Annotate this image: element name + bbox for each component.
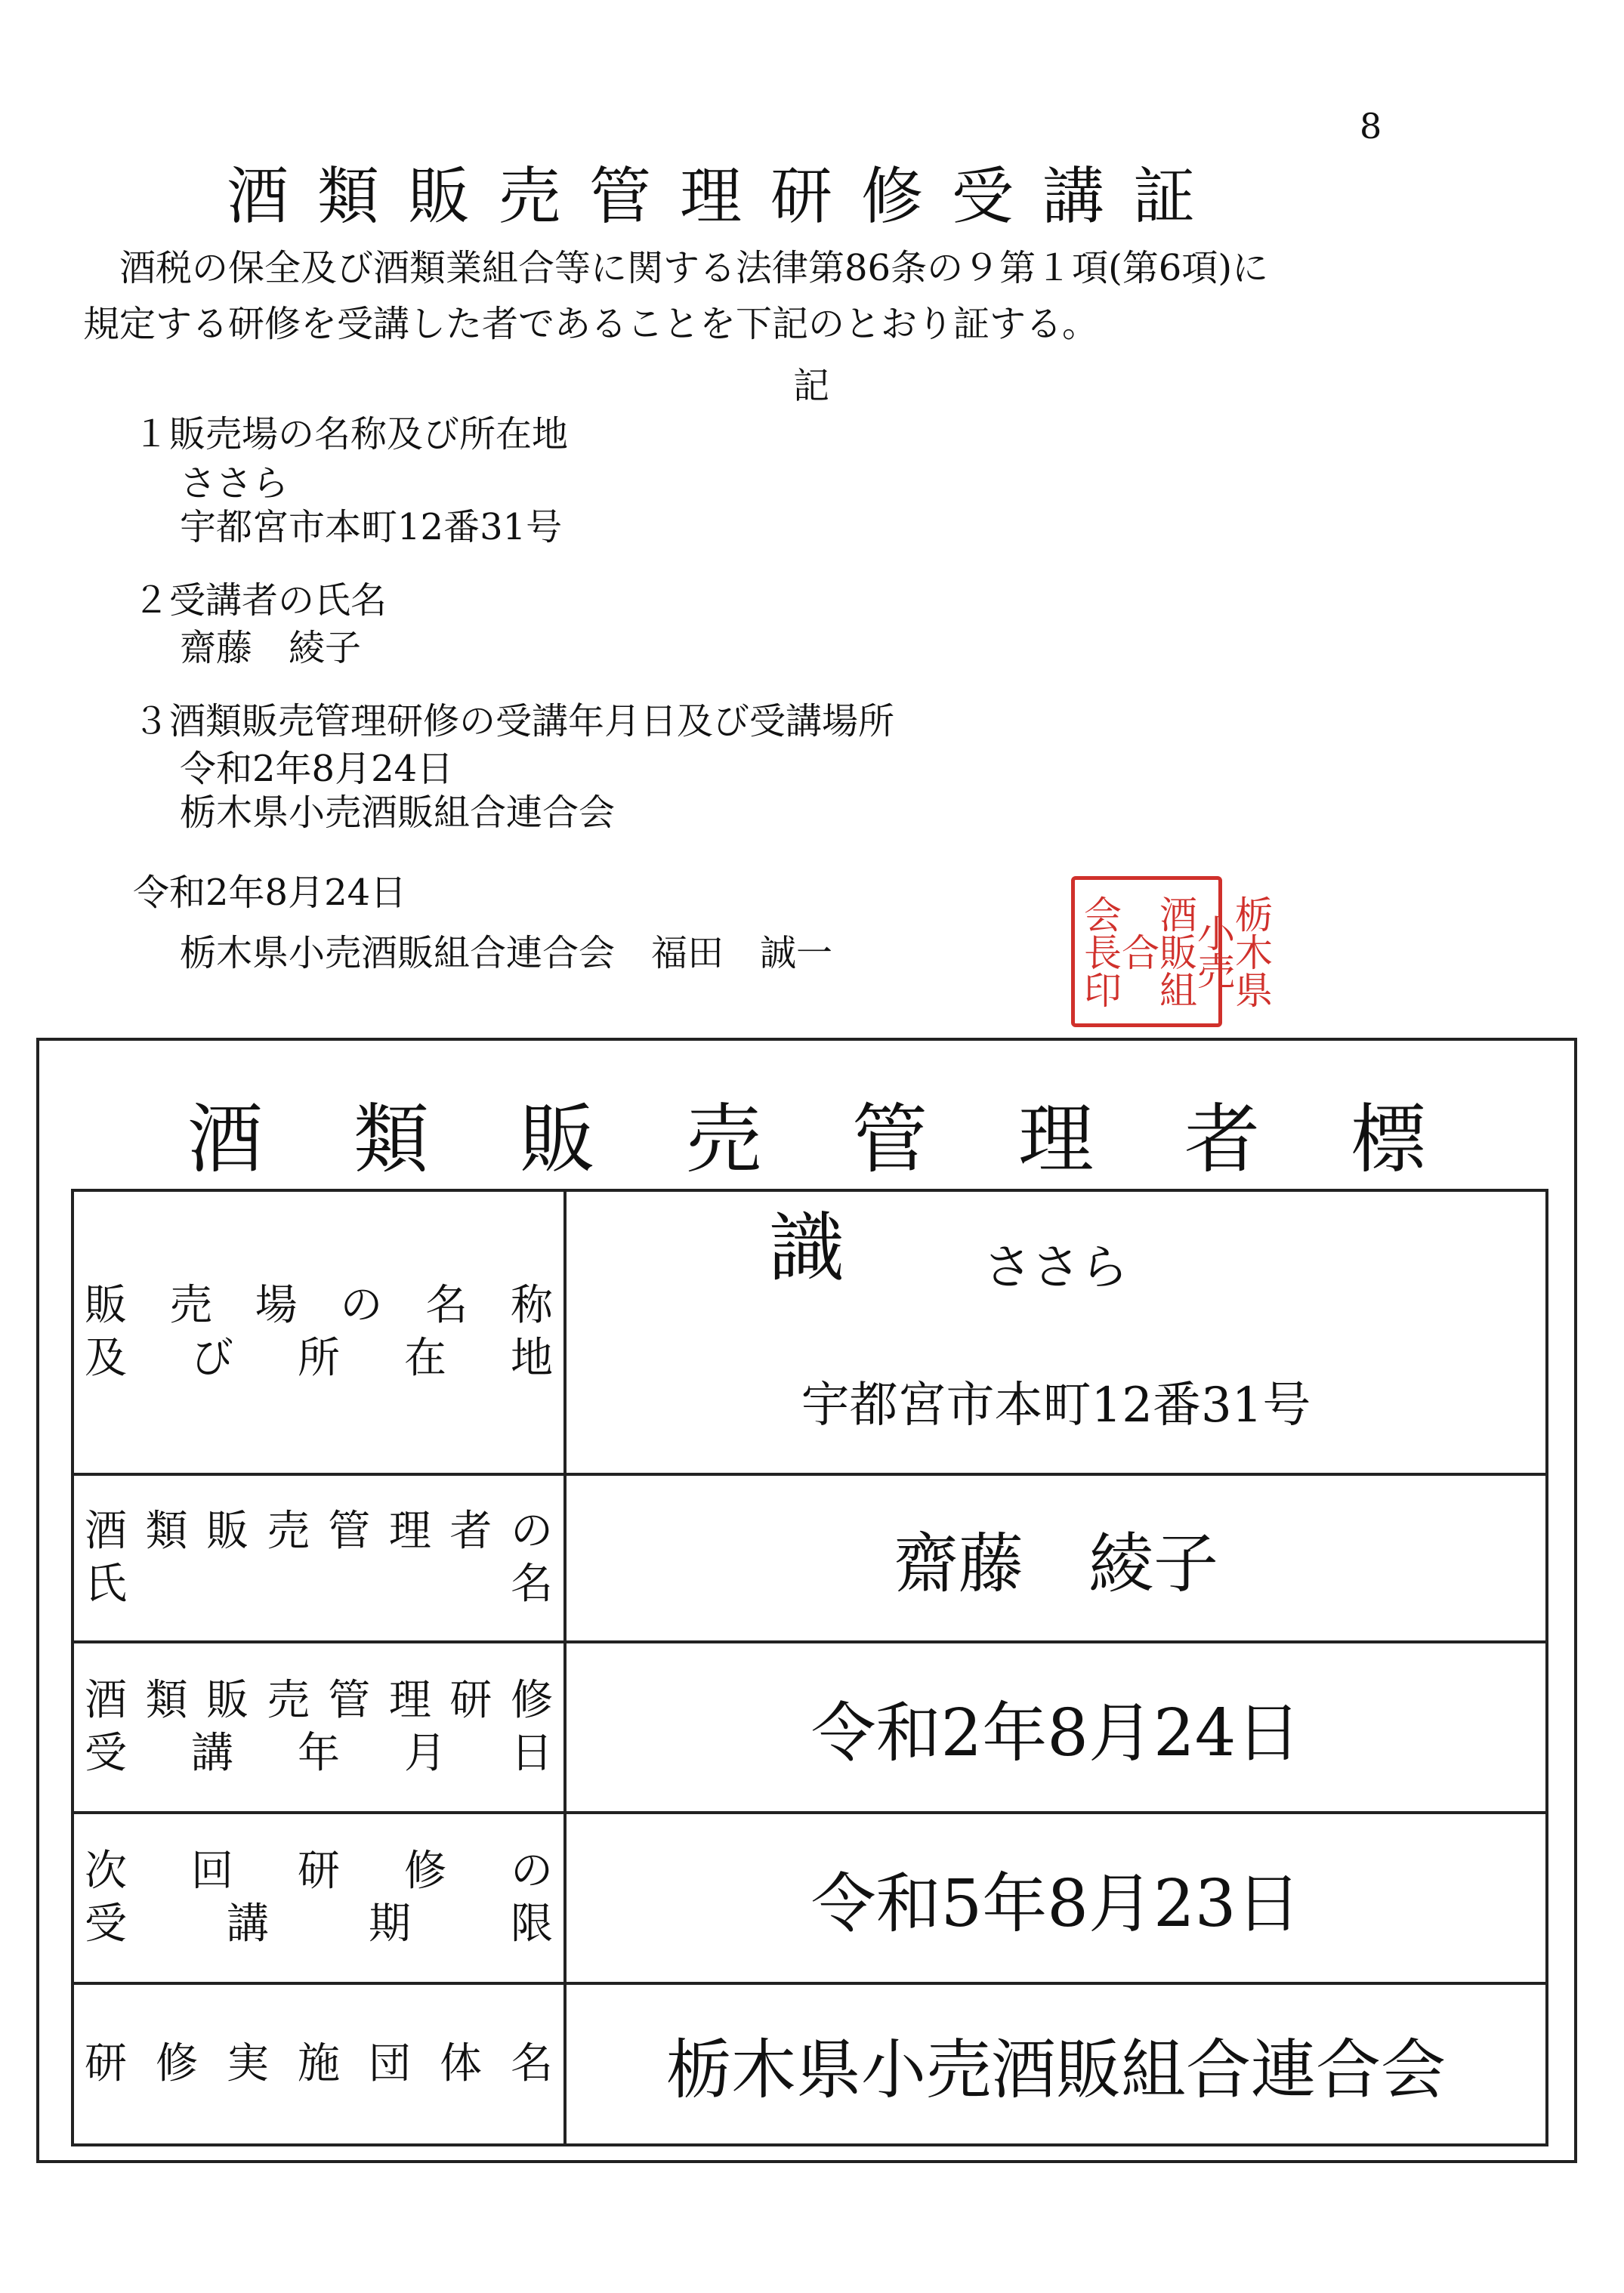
label-line: 受講期限 (85, 1900, 553, 1949)
table-row (73, 1642, 1547, 1813)
label-line: 研修実施団体名 (85, 2039, 553, 2088)
item3-date: 令和2年8月24日 (180, 748, 454, 790)
sign-box (36, 1038, 1577, 2163)
issue-date: 令和2年8月24日 (133, 872, 407, 914)
value-training-date: 令和2年8月24日 (565, 1642, 1547, 1813)
item1-address: 宇都宮市本町12番31号 (180, 506, 563, 548)
certificate-intro (83, 240, 1564, 352)
seal-col-1: 会長印 (1078, 895, 1122, 1008)
intro-line-2: 規定する研修を受講した者であることを下記のとおり証する。 (83, 303, 1099, 345)
seal-col-3: 栃木県小売 (1191, 895, 1273, 1008)
sign-title: 酒類販売管理者標識 (187, 1095, 1517, 1292)
table-row (73, 1190, 1547, 1474)
value-store (565, 1190, 1547, 1474)
store-address: 宇都宮市本町12番31号 (801, 1378, 1311, 1434)
item2-heading: ２受講者の氏名 (133, 579, 387, 622)
intro-line-1: 酒税の保全及び酒類業組合等に関する法律第86条の９第１項(第6項)に (83, 247, 1269, 289)
value-organizer: 栃木県小売酒販組合連合会 (565, 1983, 1547, 2145)
table-row (73, 1474, 1547, 1642)
label-organizer (73, 1983, 565, 2145)
item1-name: ささら (180, 462, 289, 505)
ki-heading: 記 (793, 365, 830, 407)
item2-person: 齋藤 綾子 (180, 627, 362, 669)
table-row (73, 1983, 1547, 2145)
label-line: 次回研修の (85, 1847, 553, 1896)
seal-col-2: 酒販組合 (1116, 895, 1197, 1008)
sign-table (71, 1189, 1548, 2146)
label-next-deadline (73, 1813, 565, 1983)
table-row (73, 1813, 1547, 1983)
label-line: 氏名 (85, 1560, 553, 1609)
label-line: 販売場の名称 (85, 1281, 553, 1330)
label-manager (73, 1474, 565, 1642)
item1-heading: １販売場の名称及び所在地 (133, 413, 569, 455)
item3-place: 栃木県小売酒販組合連合会 (180, 792, 616, 834)
value-manager: 齋藤 綾子 (565, 1474, 1547, 1642)
page-number: 8 (1360, 106, 1382, 147)
certificate-title: 酒類販売管理研修受講証 (227, 161, 1224, 233)
label-line: 及び所在地 (85, 1334, 553, 1383)
item3-heading: ３酒類販売管理研修の受講年月日及び受講場所 (133, 700, 895, 742)
label-line: 酒類販売管理研修 (85, 1676, 553, 1725)
seal-stamp (1071, 876, 1273, 1027)
label-line: 酒類販売管理者の (85, 1507, 553, 1556)
label-store (73, 1190, 565, 1474)
issuer: 栃木県小売酒販組合連合会 福田 誠一 (180, 932, 833, 974)
value-next-deadline: 令和5年8月23日 (565, 1813, 1547, 1983)
label-training-date (73, 1642, 565, 1813)
store-name: ささら (983, 1240, 1128, 1296)
label-line: 受講年月日 (85, 1729, 553, 1778)
